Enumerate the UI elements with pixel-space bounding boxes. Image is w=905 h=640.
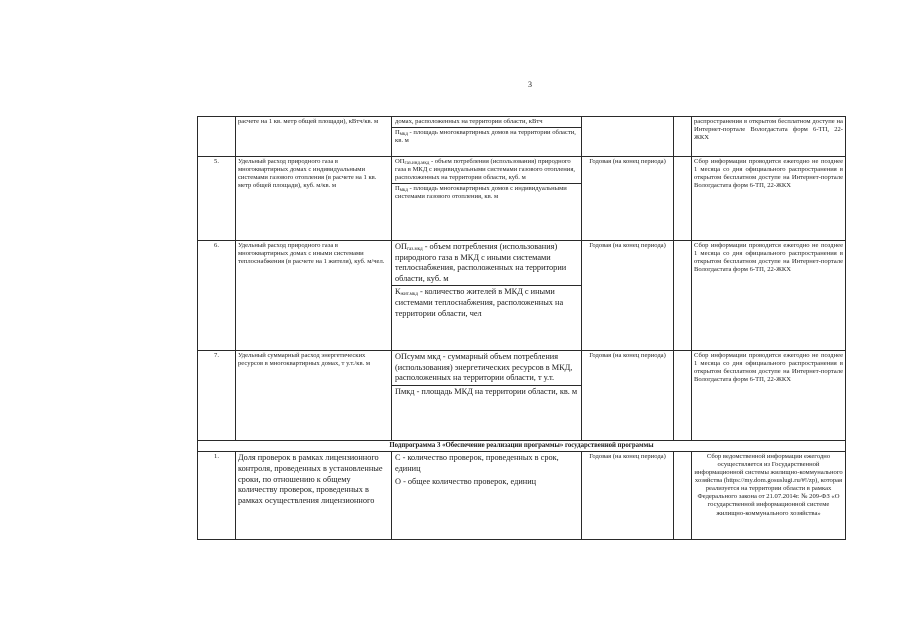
- subprogram-header-row: [198, 441, 846, 452]
- row-number: 1.: [198, 452, 236, 540]
- table-row: [198, 452, 846, 540]
- empty-cell: [674, 351, 692, 441]
- formula-cell: [392, 452, 582, 540]
- indicators-table: [197, 116, 846, 540]
- table-row: [198, 117, 846, 157]
- collection-method: распространения в открытом бесплатном доступе на Интернет-портале Вологдастата форм 6-ТП, 22-ЖКХ: [692, 117, 846, 157]
- periodicity: Годовая (на конец периода): [582, 351, 674, 441]
- collection-method: Сбор информации проводится ежегодно не позднее 1 месяца со дня официального распространения в открытом бесплатном доступе на Интернет-портале Вологдастата форм 6-ТП, 22-ЖКХ: [692, 351, 846, 441]
- formula-cell: [392, 117, 582, 157]
- subprogram-title: Подпрограмма 3 «Обеспечение реализации программы» государственной программы: [198, 441, 846, 452]
- collection-method: Сбор ведомственной информации ежегодно осуществляется из Государственной информационной системы жилищно-коммунального хозяйства (https://my.dom.gosuslugi.ru/#!/zp), которая реализуется на территории области в рамках Федерального закона от 21.07.2014г. № 209-ФЗ «О государственной информационной системе жилищно-коммунального хозяйства»: [692, 452, 846, 540]
- indicator-name: расчете на 1 кв. метр общей площади), кВтч/кв. м: [236, 117, 392, 157]
- formula-cell: [392, 351, 582, 441]
- empty-cell: [674, 241, 692, 351]
- row-number: [198, 117, 236, 157]
- formula-part: С - количество проверок, проведенных в срок, единиц: [395, 453, 559, 473]
- formula-part: $П_{мкд}$ - площадь многоквартирных домов на территории области, кв. м: [395, 129, 576, 145]
- formula-part: $П_{мкд}$ - площадь многоквартирных домов с индивидуальными системами газового отопления, кв. м: [395, 185, 567, 201]
- formula-part: $К_{жит.мкд}$ - количество жителей в МКД с иными системами теплоснабжения, расположенных на территории области, чел: [395, 287, 564, 318]
- page-number: 3: [528, 80, 532, 89]
- empty-cell: [674, 452, 692, 540]
- indicator-name: Доля проверок в рамках лицензионного контроля, проведенных в установленные сроки, по отношению к общему количеству проверок, проведенных в рамках осуществления лицензионного: [236, 452, 392, 540]
- indicator-name: Удельный расход природного газа в многоквартирных домах с иными системами теплоснабжения (в расчете на 1 жителя), куб. м/чел.: [236, 241, 392, 351]
- table-row: [198, 241, 846, 351]
- formula-part: ОПсумм мкд - суммарный объем потребления (использования) энергетических ресурсов в МКД, расположенных на территории области, т у.т.: [392, 351, 581, 386]
- row-number: 6.: [198, 241, 236, 351]
- periodicity: Годовая (на конец периода): [582, 452, 674, 540]
- row-number: 7.: [198, 351, 236, 441]
- empty-cell: [674, 157, 692, 241]
- table-row: [198, 157, 846, 241]
- collection-method: Сбор информации проводится ежегодно не позднее 1 месяца со дня официального распространения в открытом бесплатном доступе на Интернет-портале Вологдастата форм 6-ТП, 22-ЖКХ: [692, 241, 846, 351]
- periodicity: [582, 117, 674, 157]
- indicator-name: Удельный расход природного газа в многоквартирных домах с индивидуальными системами газового отопления (в расчете на 1 кв. метр общей площади), куб. м/кв. м: [236, 157, 392, 241]
- formula-part: Пмкд - площадь МКД на территории области, кв. м: [395, 386, 578, 396]
- collection-method: Сбор информации проводится ежегодно не позднее 1 месяца со дня официального распространения в открытом бесплатном доступе на Интернет-портале Вологдастата форм 6-ТП, 22-ЖКХ: [692, 157, 846, 241]
- table-row: [198, 351, 846, 441]
- formula-part: домах, расположенных на территории области, кВтч: [392, 117, 581, 128]
- empty-cell: [674, 117, 692, 157]
- indicator-name: Удельный суммарный расход энергетических ресурсов в многоквартирных домах, т у.т./кв. м: [236, 351, 392, 441]
- row-number: 5.: [198, 157, 236, 241]
- periodicity: Годовая (на конец периода): [582, 241, 674, 351]
- formula-part: $ОП_{газ.мкд}$ - объем потребления (использования) природного газа в МКД с иными системами теплоснабжения, расположенных на территории области, куб. м: [392, 241, 581, 286]
- formula-part: О - общее количество проверок, единиц: [395, 476, 537, 486]
- formula-cell: [392, 241, 582, 351]
- formula-part: $ОП_{газ.инд.мкд}$ - объем потребления (использования) природного газа в МКД с индивидуальными системами газового отопления, расположенных на территории области, куб. м: [392, 157, 581, 184]
- periodicity: Годовая (на конец периода): [582, 157, 674, 241]
- formula-cell: [392, 157, 582, 241]
